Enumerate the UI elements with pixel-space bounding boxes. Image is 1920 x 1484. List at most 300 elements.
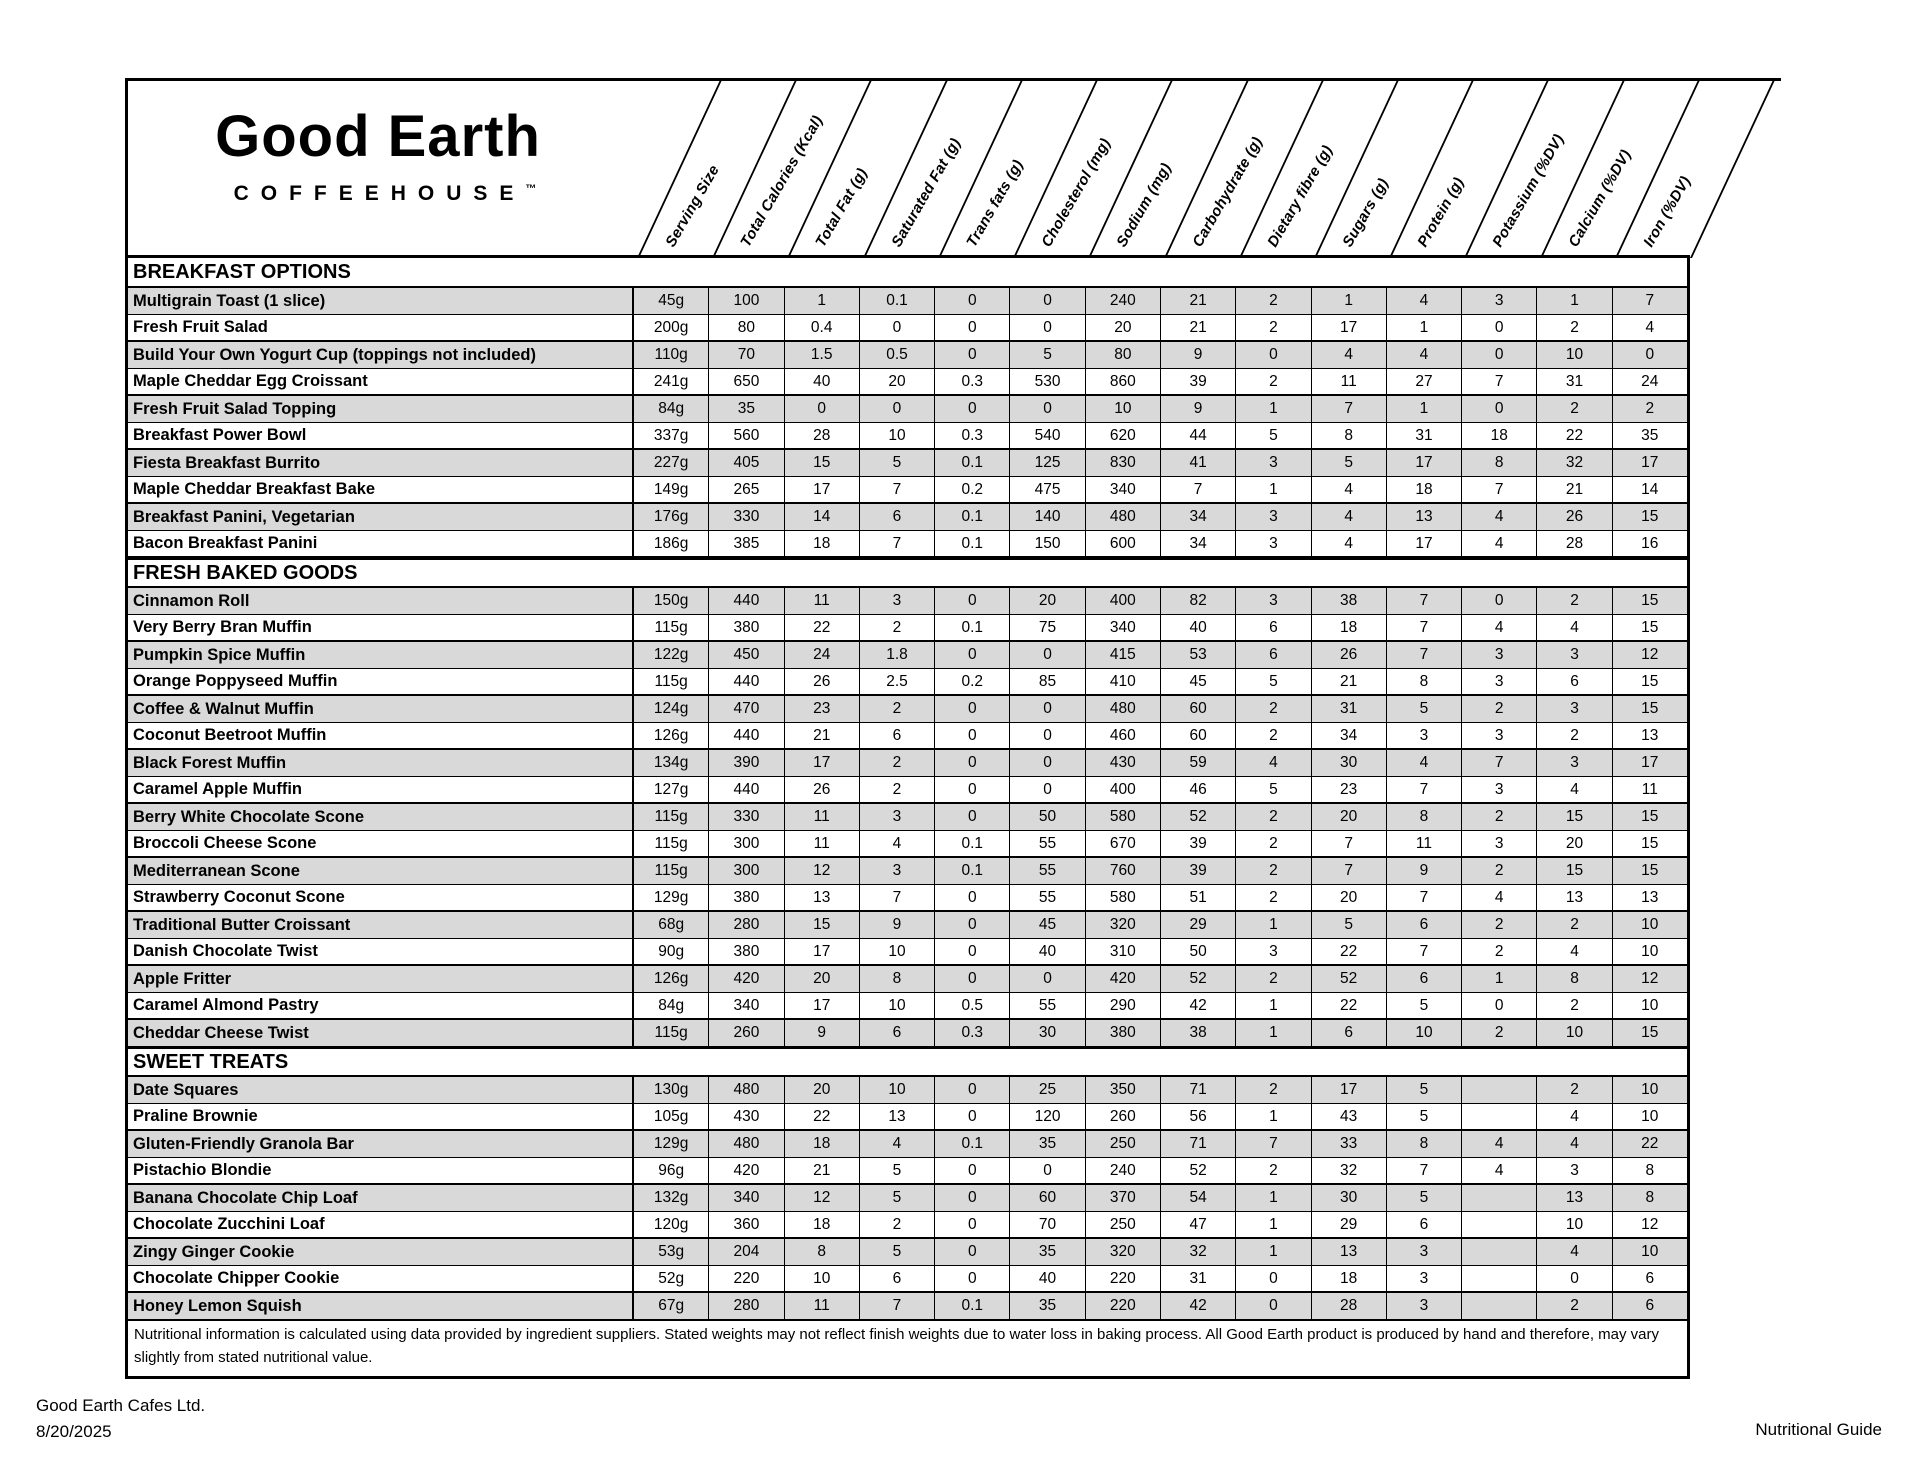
logo-title: Good Earth bbox=[215, 104, 541, 169]
value-cell: 0.1 bbox=[935, 531, 1010, 556]
value-cell: 149g bbox=[634, 477, 709, 502]
value-cell: 15 bbox=[1641, 672, 1659, 690]
value-cell: 53 bbox=[1161, 642, 1236, 668]
value-cell: 2 bbox=[860, 696, 935, 722]
item-name: Fresh Fruit Salad Topping bbox=[128, 396, 634, 422]
value-cell: 3 bbox=[1462, 723, 1537, 748]
value-cell: 28 bbox=[1312, 1293, 1387, 1319]
value-cell: 13 bbox=[1387, 504, 1462, 530]
value-cell: 220 bbox=[1086, 1266, 1161, 1291]
value-cell: 0 bbox=[935, 588, 1010, 614]
value-cell: 430 bbox=[709, 1104, 784, 1129]
value-cell: 4 bbox=[1387, 750, 1462, 776]
value-cell: 830 bbox=[1086, 450, 1161, 476]
value-cell: 250 bbox=[1086, 1131, 1161, 1157]
value-cell: 17 bbox=[1387, 531, 1462, 556]
value-cell: 39 bbox=[1161, 831, 1236, 856]
table-row bbox=[128, 615, 1687, 642]
item-name: Berry White Chocolate Scone bbox=[128, 804, 634, 830]
value-cell: 5 bbox=[1236, 669, 1311, 694]
value-cell: 44 bbox=[1161, 423, 1236, 448]
value-cell: 0 bbox=[935, 288, 1010, 314]
table-row bbox=[128, 588, 1687, 615]
value-cell: 10 bbox=[860, 1077, 935, 1103]
value-cell: 11 bbox=[1312, 369, 1387, 394]
value-cell: 7 bbox=[1312, 858, 1387, 884]
value-cell: 45 bbox=[1161, 669, 1236, 694]
value-cell: 2 bbox=[1236, 804, 1311, 830]
value-cell: 10 bbox=[1537, 342, 1612, 368]
value-cell: 0 bbox=[1010, 723, 1085, 748]
table-row bbox=[128, 804, 1687, 831]
value-cell: 34 bbox=[1161, 531, 1236, 556]
value-cell: 40 bbox=[1161, 615, 1236, 640]
value-cell: 0.2 bbox=[935, 669, 1010, 694]
value-cell bbox=[1462, 1185, 1537, 1211]
section-header-breakfast-options: BREAKFAST OPTIONS bbox=[128, 258, 1687, 288]
value-cell: 3 bbox=[1537, 642, 1612, 668]
value-cell: 4 bbox=[1462, 504, 1537, 530]
value-cell: 5 bbox=[860, 450, 935, 476]
value-cell: 60 bbox=[1161, 696, 1236, 722]
table-row bbox=[128, 369, 1687, 396]
value-cell: 105g bbox=[634, 1104, 709, 1129]
value-cell: 14 bbox=[785, 504, 860, 530]
value-cell: 0 bbox=[785, 396, 860, 422]
value-cell: 860 bbox=[1086, 369, 1161, 394]
value-cell: 290 bbox=[1086, 993, 1161, 1018]
value-cell: 2 bbox=[860, 750, 935, 776]
value-cell: 2 bbox=[860, 615, 935, 640]
value-cell: 670 bbox=[1086, 831, 1161, 856]
item-name: Orange Poppyseed Muffin bbox=[128, 669, 634, 694]
value-cell: 300 bbox=[709, 831, 784, 856]
value-cell: 0 bbox=[935, 342, 1010, 368]
value-cell: 4 bbox=[1312, 477, 1387, 502]
value-cell: 39 bbox=[1161, 858, 1236, 884]
value-cell: 7 bbox=[1462, 369, 1537, 394]
value-cell: 16 bbox=[1641, 534, 1659, 552]
item-name: Chocolate Zucchini Loaf bbox=[128, 1212, 634, 1237]
value-cell: 4 bbox=[1312, 504, 1387, 530]
value-cell: 300 bbox=[709, 858, 784, 884]
value-cell: 400 bbox=[1086, 777, 1161, 802]
value-cell: 4 bbox=[1645, 318, 1655, 336]
value-cell: 3 bbox=[1387, 1239, 1462, 1265]
value-cell: 5 bbox=[1312, 450, 1387, 476]
value-cell: 3 bbox=[860, 858, 935, 884]
value-cell: 310 bbox=[1086, 939, 1161, 964]
value-cell: 241g bbox=[634, 369, 709, 394]
column-headers bbox=[637, 78, 1695, 258]
value-cell: 2 bbox=[1236, 696, 1311, 722]
table-row bbox=[128, 669, 1687, 696]
value-cell: 240 bbox=[1086, 288, 1161, 314]
value-cell: 6 bbox=[860, 723, 935, 748]
value-cell: 7 bbox=[1312, 831, 1387, 856]
value-cell: 4 bbox=[1462, 615, 1537, 640]
value-cell: 13 bbox=[1537, 1185, 1612, 1211]
value-cell: 3 bbox=[1236, 939, 1311, 964]
value-cell: 440 bbox=[709, 723, 784, 748]
value-cell: 17 bbox=[785, 477, 860, 502]
value-cell: 4 bbox=[1537, 939, 1612, 964]
value-cell: 330 bbox=[709, 504, 784, 530]
value-cell: 9 bbox=[785, 1020, 860, 1046]
item-name: Coconut Beetroot Muffin bbox=[128, 723, 634, 748]
value-cell: 120 bbox=[1010, 1104, 1085, 1129]
value-cell: 0 bbox=[935, 1158, 1010, 1183]
value-cell: 7 bbox=[1312, 396, 1387, 422]
item-name: Gluten-Friendly Granola Bar bbox=[128, 1131, 634, 1157]
value-cell: 21 bbox=[1312, 669, 1387, 694]
value-cell: 0.1 bbox=[935, 831, 1010, 856]
value-cell: 71 bbox=[1161, 1131, 1236, 1157]
value-cell: 260 bbox=[709, 1020, 784, 1046]
value-cell: 100 bbox=[709, 288, 784, 314]
value-cell: 35 bbox=[1641, 426, 1659, 444]
value-cell: 11 bbox=[785, 1293, 860, 1319]
item-name: Bacon Breakfast Panini bbox=[128, 531, 634, 556]
value-cell: 15 bbox=[1641, 834, 1659, 852]
table-row bbox=[128, 939, 1687, 966]
value-cell: 3 bbox=[1537, 750, 1612, 776]
value-cell: 1 bbox=[1236, 1104, 1311, 1129]
value-cell: 4 bbox=[1537, 1239, 1612, 1265]
value-cell: 0 bbox=[1010, 777, 1085, 802]
value-cell: 84g bbox=[634, 396, 709, 422]
value-cell: 52g bbox=[634, 1266, 709, 1291]
value-cell: 1 bbox=[1236, 396, 1311, 422]
value-cell: 3 bbox=[1462, 669, 1537, 694]
value-cell: 0 bbox=[935, 723, 1010, 748]
value-cell: 12 bbox=[785, 858, 860, 884]
value-cell: 24 bbox=[785, 642, 860, 668]
value-cell: 2 bbox=[1537, 723, 1612, 748]
value-cell: 10 bbox=[1641, 1081, 1659, 1098]
col-header-total-fat-g: Total Fat (g) bbox=[812, 165, 872, 250]
value-cell: 29 bbox=[1312, 1212, 1387, 1237]
value-cell: 129g bbox=[634, 1131, 709, 1157]
value-cell: 2 bbox=[1236, 1077, 1311, 1103]
item-name: Mediterranean Scone bbox=[128, 858, 634, 884]
value-cell: 17 bbox=[1387, 450, 1462, 476]
value-cell: 265 bbox=[709, 477, 784, 502]
value-cell: 0 bbox=[1462, 342, 1537, 368]
value-cell: 240 bbox=[1086, 1158, 1161, 1183]
value-cell: 18 bbox=[1312, 615, 1387, 640]
value-cell: 80 bbox=[709, 315, 784, 340]
value-cell: 40 bbox=[1010, 939, 1085, 964]
value-cell: 14 bbox=[1641, 480, 1659, 498]
item-name: Traditional Butter Croissant bbox=[128, 912, 634, 938]
value-cell: 2 bbox=[1462, 939, 1537, 964]
value-cell: 260 bbox=[1086, 1104, 1161, 1129]
value-cell: 15 bbox=[1641, 1024, 1659, 1041]
document-label: Nutritional Guide bbox=[1755, 1420, 1882, 1439]
value-cell: 67g bbox=[634, 1293, 709, 1319]
value-cell: 15 bbox=[1641, 592, 1659, 609]
value-cell: 0.4 bbox=[785, 315, 860, 340]
value-cell: 320 bbox=[1086, 1239, 1161, 1265]
item-name: Chocolate Chipper Cookie bbox=[128, 1266, 634, 1291]
table-row bbox=[128, 1020, 1687, 1047]
value-cell: 21 bbox=[1161, 288, 1236, 314]
value-cell: 35 bbox=[1010, 1131, 1085, 1157]
value-cell: 50 bbox=[1010, 804, 1085, 830]
value-cell: 7 bbox=[1161, 477, 1236, 502]
value-cell: 0 bbox=[935, 912, 1010, 938]
value-cell: 50 bbox=[1161, 939, 1236, 964]
value-cell: 4 bbox=[1537, 1104, 1612, 1129]
value-cell: 0.3 bbox=[935, 1020, 1010, 1046]
value-cell: 84g bbox=[634, 993, 709, 1018]
table-row bbox=[128, 1293, 1687, 1320]
value-cell: 204 bbox=[709, 1239, 784, 1265]
value-cell: 0.1 bbox=[935, 615, 1010, 640]
value-cell: 760 bbox=[1086, 858, 1161, 884]
value-cell: 480 bbox=[1086, 504, 1161, 530]
value-cell: 29 bbox=[1161, 912, 1236, 938]
value-cell: 31 bbox=[1161, 1266, 1236, 1291]
value-cell: 5 bbox=[1236, 423, 1311, 448]
value-cell: 380 bbox=[709, 939, 784, 964]
value-cell: 34 bbox=[1161, 504, 1236, 530]
value-cell: 7 bbox=[1387, 939, 1462, 964]
value-cell: 13 bbox=[1312, 1239, 1387, 1265]
value-cell: 60 bbox=[1161, 723, 1236, 748]
value-cell: 2 bbox=[1537, 315, 1612, 340]
item-name: Maple Cheddar Egg Croissant bbox=[128, 369, 634, 394]
value-cell: 70 bbox=[1010, 1212, 1085, 1237]
value-cell: 115g bbox=[634, 1020, 709, 1046]
value-cell: 52 bbox=[1161, 1158, 1236, 1183]
trademark-symbol: ™ bbox=[525, 183, 537, 195]
value-cell: 0.1 bbox=[860, 288, 935, 314]
value-cell: 480 bbox=[1086, 696, 1161, 722]
value-cell: 110g bbox=[634, 342, 709, 368]
value-cell: 96g bbox=[634, 1158, 709, 1183]
value-cell: 40 bbox=[785, 369, 860, 394]
col-header-sodium-mg: Sodium (mg) bbox=[1113, 160, 1176, 250]
value-cell: 52 bbox=[1161, 966, 1236, 992]
value-cell: 0.1 bbox=[935, 1293, 1010, 1319]
value-cell: 1 bbox=[1387, 396, 1462, 422]
value-cell: 600 bbox=[1086, 531, 1161, 556]
value-cell: 12 bbox=[1641, 646, 1659, 663]
col-header-total-calories-kcal: Total Calories (Kcal) bbox=[737, 112, 827, 250]
value-cell: 17 bbox=[785, 939, 860, 964]
value-cell: 0 bbox=[935, 1212, 1010, 1237]
value-cell: 30 bbox=[1010, 1020, 1085, 1046]
value-cell: 3 bbox=[1236, 531, 1311, 556]
value-cell: 0 bbox=[1537, 1266, 1612, 1291]
value-cell: 8 bbox=[1312, 423, 1387, 448]
value-cell: 20 bbox=[785, 966, 860, 992]
item-name: Praline Brownie bbox=[128, 1104, 634, 1129]
value-cell: 115g bbox=[634, 615, 709, 640]
value-cell: 3 bbox=[1537, 1158, 1612, 1183]
header-slant-line bbox=[1690, 78, 1776, 258]
value-cell: 22 bbox=[785, 1104, 860, 1129]
value-cell: 7 bbox=[1387, 1158, 1462, 1183]
value-cell: 20 bbox=[860, 369, 935, 394]
value-cell: 4 bbox=[1537, 777, 1612, 802]
table-row bbox=[128, 1158, 1687, 1185]
value-cell: 9 bbox=[860, 912, 935, 938]
value-cell: 4 bbox=[1387, 288, 1462, 314]
value-cell: 22 bbox=[1312, 993, 1387, 1018]
section-header-sweet-treats: SWEET TREATS bbox=[128, 1047, 1687, 1077]
value-cell: 2 bbox=[1236, 831, 1311, 856]
value-cell: 5 bbox=[860, 1158, 935, 1183]
value-cell: 10 bbox=[1086, 396, 1161, 422]
value-cell: 55 bbox=[1010, 831, 1085, 856]
value-cell: 20 bbox=[1086, 315, 1161, 340]
value-cell: 337g bbox=[634, 423, 709, 448]
value-cell: 7 bbox=[1387, 642, 1462, 668]
value-cell: 380 bbox=[709, 615, 784, 640]
value-cell: 17 bbox=[1312, 1077, 1387, 1103]
value-cell: 6 bbox=[1645, 1269, 1655, 1287]
value-cell: 1.8 bbox=[860, 642, 935, 668]
value-cell: 320 bbox=[1086, 912, 1161, 938]
value-cell: 2 bbox=[1537, 1077, 1612, 1103]
value-cell: 2 bbox=[1236, 315, 1311, 340]
value-cell: 1 bbox=[1312, 288, 1387, 314]
value-cell: 10 bbox=[860, 993, 935, 1018]
value-cell: 28 bbox=[785, 423, 860, 448]
value-cell: 17 bbox=[785, 993, 860, 1018]
item-name: Build Your Own Yogurt Cup (toppings not included) bbox=[128, 342, 634, 368]
value-cell: 2 bbox=[1462, 696, 1537, 722]
value-cell: 2 bbox=[1236, 885, 1311, 910]
item-name: Very Berry Bran Muffin bbox=[128, 615, 634, 640]
value-cell: 55 bbox=[1010, 858, 1085, 884]
value-cell: 70 bbox=[709, 342, 784, 368]
value-cell: 227g bbox=[634, 450, 709, 476]
value-cell: 0 bbox=[935, 804, 1010, 830]
value-cell: 47 bbox=[1161, 1212, 1236, 1237]
value-cell: 8 bbox=[1645, 1189, 1655, 1206]
value-cell: 11 bbox=[785, 588, 860, 614]
value-cell bbox=[1462, 1077, 1537, 1103]
table-row bbox=[128, 1104, 1687, 1131]
value-cell: 475 bbox=[1010, 477, 1085, 502]
value-cell: 15 bbox=[1641, 508, 1659, 525]
value-cell: 340 bbox=[1086, 477, 1161, 502]
value-cell: 1 bbox=[1236, 1020, 1311, 1046]
value-cell: 6 bbox=[1387, 1212, 1462, 1237]
value-cell: 53g bbox=[634, 1239, 709, 1265]
value-cell: 420 bbox=[709, 966, 784, 992]
value-cell: 32 bbox=[1161, 1239, 1236, 1265]
value-cell bbox=[1462, 1266, 1537, 1291]
value-cell: 20 bbox=[1537, 831, 1612, 856]
value-cell: 124g bbox=[634, 696, 709, 722]
value-cell: 10 bbox=[1537, 1212, 1612, 1237]
col-header-iron-dv: Iron (%DV) bbox=[1640, 173, 1695, 250]
value-cell: 7 bbox=[860, 477, 935, 502]
value-cell: 5 bbox=[1387, 1185, 1462, 1211]
value-cell: 620 bbox=[1086, 423, 1161, 448]
value-cell: 540 bbox=[1010, 423, 1085, 448]
table-row bbox=[128, 642, 1687, 669]
table-row bbox=[128, 504, 1687, 531]
value-cell: 6 bbox=[1387, 912, 1462, 938]
value-cell: 2 bbox=[1537, 1293, 1612, 1319]
col-header-sugars-g: Sugars (g) bbox=[1339, 175, 1393, 250]
value-cell: 1 bbox=[1236, 993, 1311, 1018]
value-cell: 122g bbox=[634, 642, 709, 668]
value-cell: 39 bbox=[1161, 369, 1236, 394]
item-name: Breakfast Power Bowl bbox=[128, 423, 634, 448]
value-cell: 2.5 bbox=[860, 669, 935, 694]
value-cell: 55 bbox=[1010, 993, 1085, 1018]
value-cell: 420 bbox=[709, 1158, 784, 1183]
value-cell: 7 bbox=[860, 531, 935, 556]
value-cell: 0.1 bbox=[935, 858, 1010, 884]
value-cell: 3 bbox=[1537, 696, 1612, 722]
value-cell: 31 bbox=[1312, 696, 1387, 722]
value-cell: 0.5 bbox=[935, 993, 1010, 1018]
value-cell: 650 bbox=[709, 369, 784, 394]
value-cell: 0 bbox=[1010, 750, 1085, 776]
value-cell: 1 bbox=[1537, 288, 1612, 314]
value-cell: 5 bbox=[1312, 912, 1387, 938]
value-cell: 0 bbox=[1010, 966, 1085, 992]
value-cell: 55 bbox=[1010, 885, 1085, 910]
value-cell: 280 bbox=[709, 1293, 784, 1319]
value-cell bbox=[1462, 1293, 1537, 1319]
value-cell: 115g bbox=[634, 804, 709, 830]
value-cell: 200g bbox=[634, 315, 709, 340]
value-cell: 390 bbox=[709, 750, 784, 776]
value-cell: 15 bbox=[785, 450, 860, 476]
value-cell: 1 bbox=[1236, 1212, 1311, 1237]
value-cell: 580 bbox=[1086, 885, 1161, 910]
value-cell: 0.2 bbox=[935, 477, 1010, 502]
table-row bbox=[128, 1212, 1687, 1239]
value-cell: 43 bbox=[1312, 1104, 1387, 1129]
value-cell: 4 bbox=[1462, 1131, 1537, 1157]
value-cell: 0 bbox=[935, 1185, 1010, 1211]
company-name: Good Earth Cafes Ltd. bbox=[36, 1396, 206, 1415]
value-cell: 46 bbox=[1161, 777, 1236, 802]
value-cell: 20 bbox=[1312, 885, 1387, 910]
nutrition-table bbox=[125, 78, 1695, 1379]
value-cell: 7 bbox=[1645, 292, 1655, 309]
value-cell: 580 bbox=[1086, 804, 1161, 830]
value-cell: 2 bbox=[1236, 369, 1311, 394]
value-cell: 126g bbox=[634, 723, 709, 748]
value-cell: 0 bbox=[1462, 396, 1537, 422]
value-cell: 33 bbox=[1312, 1131, 1387, 1157]
value-cell: 2 bbox=[1537, 588, 1612, 614]
value-cell: 250 bbox=[1086, 1212, 1161, 1237]
value-cell: 26 bbox=[1312, 642, 1387, 668]
value-cell: 20 bbox=[1010, 588, 1085, 614]
value-cell: 42 bbox=[1161, 1293, 1236, 1319]
value-cell: 26 bbox=[785, 777, 860, 802]
value-cell: 220 bbox=[709, 1266, 784, 1291]
value-cell: 1 bbox=[1236, 1239, 1311, 1265]
value-cell: 460 bbox=[1086, 723, 1161, 748]
value-cell: 0 bbox=[1010, 315, 1085, 340]
value-cell: 150g bbox=[634, 588, 709, 614]
value-cell: 6 bbox=[1537, 669, 1612, 694]
value-cell: 0 bbox=[935, 396, 1010, 422]
